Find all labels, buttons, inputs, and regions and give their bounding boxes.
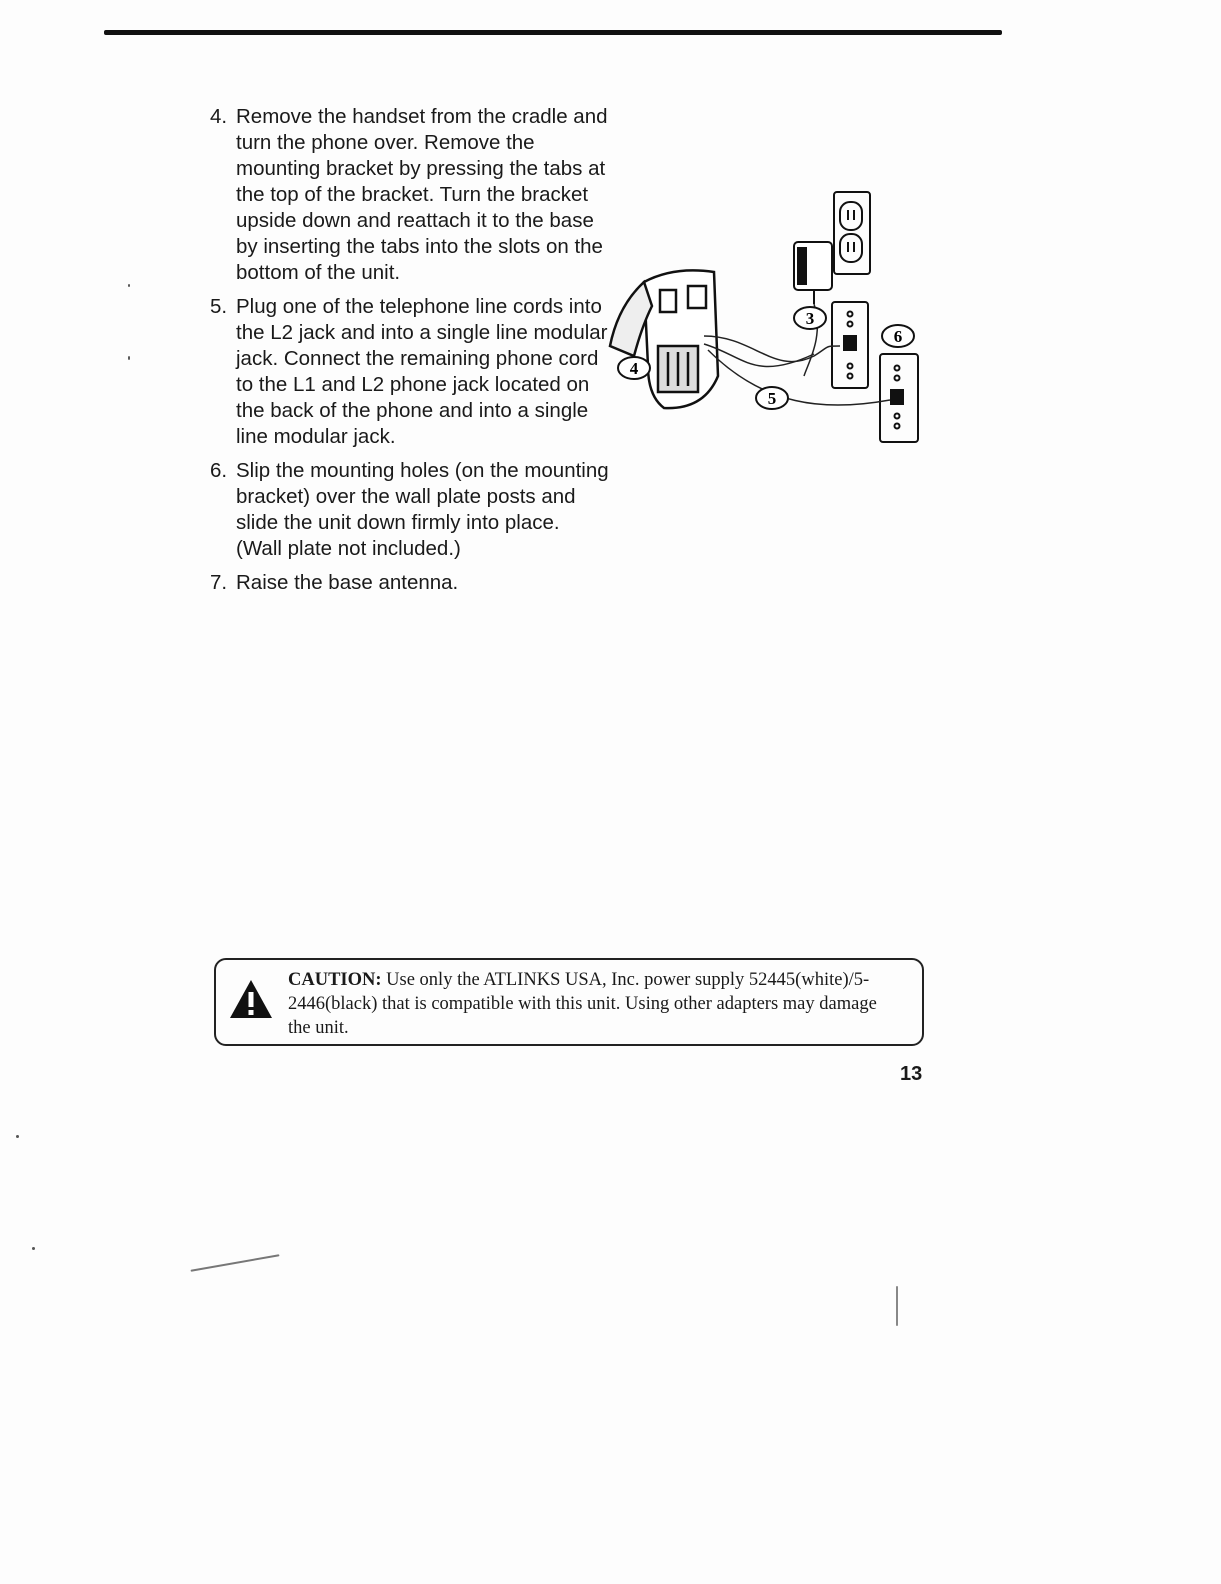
scan-speck	[16, 1135, 19, 1138]
callout-4	[618, 357, 650, 379]
callout-3	[794, 307, 826, 329]
svg-text:4: 4	[629, 359, 639, 378]
caution-notice	[214, 958, 924, 1046]
caution-text	[288, 968, 898, 1040]
callout-6	[882, 325, 914, 347]
scan-speck	[896, 1286, 898, 1326]
scan-speck	[128, 356, 130, 360]
installation-steps	[210, 104, 610, 604]
wall-jack-icon	[880, 354, 918, 442]
step-item	[210, 458, 610, 562]
scan-speck	[32, 1247, 35, 1250]
step-number: 7.	[210, 571, 228, 594]
svg-text:6: 6	[893, 327, 903, 346]
step-item	[210, 570, 610, 596]
step-text: Plug one of the telephone line cords into the L2 jack and into a single line modular jack. Connect the remaining phone cord to the L1 and L2 phone jack located on the back of the phone and into a single line modular jack.	[236, 295, 608, 448]
scan-speck	[191, 1254, 280, 1272]
step-item	[210, 104, 610, 286]
caution-label: CAUTION:	[288, 970, 382, 990]
step-text: Slip the mounting holes (on the mounting bracket) over the wall plate posts and slide the unit down firmly into place. (Wall plate not included.)	[236, 459, 609, 560]
scan-speck	[128, 284, 130, 287]
phone-base-icon	[610, 270, 718, 408]
caution-body: Use only the ATLINKS USA, Inc. power supply 52445(white)/5-2446(black) that is compatible with this unit. Using other adapters may damage the unit.	[288, 970, 877, 1038]
power-adapter-icon	[794, 242, 832, 304]
wall-mount-illustration	[604, 186, 928, 448]
step-number: 5.	[210, 295, 228, 318]
step-text: Raise the base antenna.	[236, 571, 459, 594]
svg-text:3: 3	[805, 309, 815, 328]
page-number: 13	[900, 1063, 923, 1085]
step-number: 4.	[210, 105, 228, 128]
callout-5	[756, 387, 788, 409]
wall-jack-icon	[832, 302, 868, 388]
step-text: Remove the handset from the cradle and turn the phone over. Remove the mounting bracket by pressing the tabs at the top of the bracket. Turn the bracket upside down and reattach it to the base by inserting the tabs into the slots on the bottom of the unit.	[236, 105, 608, 284]
warning-triangle-icon	[228, 978, 274, 1020]
svg-text:5: 5	[767, 389, 777, 408]
step-item	[210, 294, 610, 450]
step-number: 6.	[210, 459, 228, 482]
top-rule	[104, 30, 1002, 35]
power-outlet-icon	[834, 192, 870, 274]
